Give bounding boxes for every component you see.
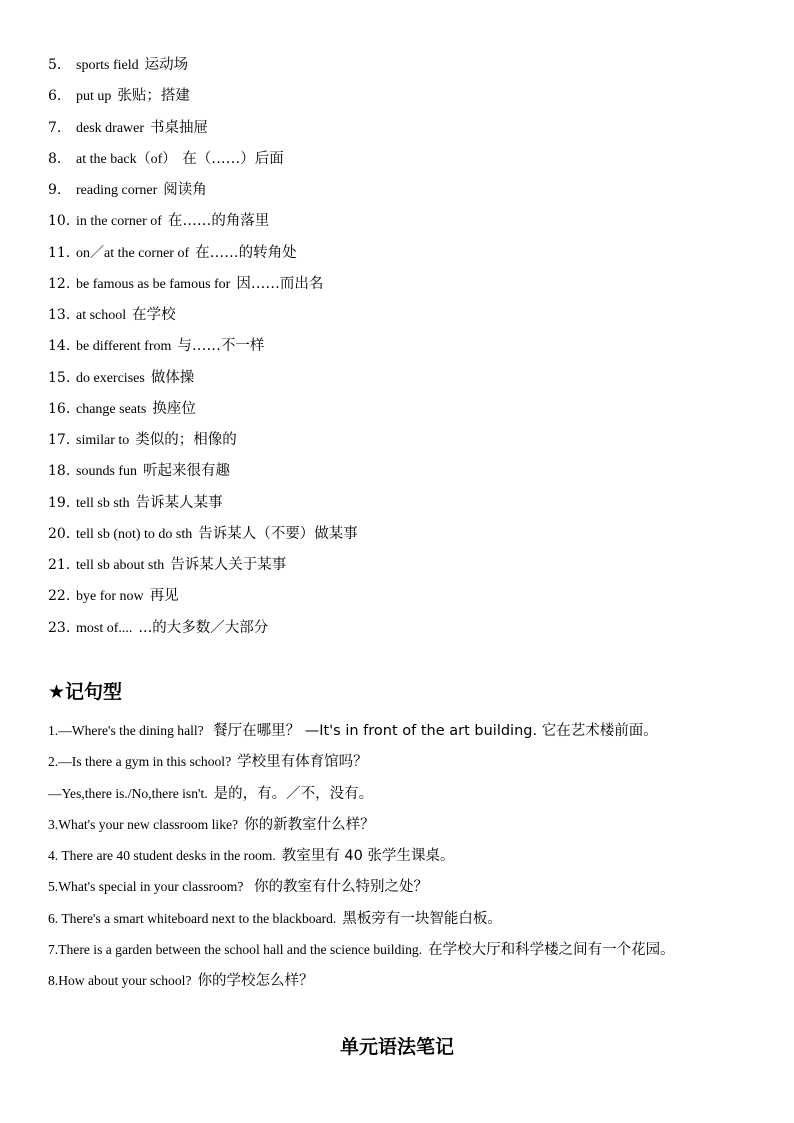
- phrase-chinese: 再见: [149, 588, 179, 605]
- item-number: 9.: [48, 182, 62, 198]
- sentence-english: 7.There is a garden between the school hall and the science building.: [48, 941, 423, 957]
- list-item: [48, 175, 748, 206]
- list-item: [48, 902, 778, 933]
- sentence-chinese: 你的新教室什么样？: [244, 816, 375, 833]
- list-item: [48, 550, 748, 581]
- item-number: 5.: [48, 57, 62, 73]
- list-item: [48, 269, 748, 300]
- list-item: [48, 839, 778, 870]
- phrase-english: do exercises: [76, 370, 145, 386]
- item-number: 15.: [48, 369, 71, 386]
- phrase-chinese: ...的大多数／大部分: [138, 619, 269, 636]
- phrase-english: tell sb sth: [76, 495, 130, 511]
- phrase-chinese: 在（……）后面: [182, 150, 284, 167]
- sentence-chinese: 黑板旁有一块智能白板。: [342, 910, 502, 927]
- sentence-chinese: 在学校大厅和科学楼之间有一个花园。: [428, 941, 675, 958]
- list-item: [48, 933, 778, 964]
- phrase-english: at school: [76, 308, 127, 323]
- phrase-english: change seats: [76, 401, 147, 417]
- sentence-chinese: 是的，有。／不，没有。: [213, 785, 374, 802]
- item-number: 8.: [48, 150, 62, 167]
- list-item: [48, 300, 748, 331]
- sentence-chinese: 学校里有体育馆吗？: [237, 754, 368, 771]
- list-item: [48, 519, 748, 550]
- phrase-english: bye for now: [76, 589, 144, 605]
- sentence-english: 2.—Is there a gym in this school?: [48, 754, 232, 770]
- phrase-chinese: 在……的角落里: [167, 213, 270, 230]
- item-number: 19.: [48, 494, 71, 511]
- list-item: [48, 50, 748, 81]
- phrase-chinese: 类似的；相像的: [135, 432, 237, 448]
- list-item: [48, 808, 778, 839]
- phrase-english: sounds fun: [76, 464, 138, 480]
- phrase-english: sports field: [76, 58, 139, 73]
- phrase-chinese: 在……的转角处: [195, 244, 297, 261]
- item-number: 13.: [48, 307, 71, 323]
- phrase-chinese: 做体操: [150, 369, 195, 386]
- phrase-chinese: 阅读角: [163, 182, 207, 198]
- list-item: [48, 613, 748, 644]
- phrase-chinese: 听起来很有趣: [143, 463, 231, 480]
- sentence-english: 6. There's a smart whiteboard next to the blackboard.: [48, 910, 337, 926]
- list-item: [48, 144, 748, 175]
- list-item: [48, 394, 748, 425]
- phrase-english: tell sb about sth: [76, 558, 165, 573]
- item-number: 17.: [48, 432, 71, 448]
- list-item: [48, 745, 778, 776]
- sentence-english: 5.What's special in your classroom?: [48, 879, 244, 895]
- sentence-english: —Yes,there is./No,there isn't.: [48, 785, 208, 801]
- phrase-english: most of....: [76, 620, 133, 636]
- item-number: 10.: [48, 213, 71, 230]
- sentence-list: [48, 714, 778, 995]
- item-number: 20.: [48, 525, 71, 542]
- phrase-list: [48, 50, 748, 644]
- sentence-chinese: 你的学校怎么样？: [197, 973, 314, 989]
- phrase-english: be different from: [76, 339, 172, 355]
- phrase-chinese: 告诉某人（不要）做某事: [198, 525, 358, 542]
- phrase-english: reading corner: [76, 183, 158, 198]
- item-number: 12.: [48, 275, 71, 292]
- phrase-chinese: 告诉某人某事: [135, 494, 223, 511]
- phrase-chinese: 书桌抽屉: [150, 119, 209, 136]
- phrase-chinese: 因……而出名: [236, 275, 324, 292]
- list-item: [48, 581, 748, 612]
- grammar-notes-title: 单元语法笔记: [339, 1036, 454, 1058]
- list-item: [48, 777, 778, 808]
- phrase-english: tell sb (not) to do sth: [76, 526, 193, 542]
- list-item: [48, 425, 748, 456]
- sentence-english: 3.What's your new classroom like?: [48, 816, 239, 832]
- list-item: [48, 714, 778, 745]
- phrase-chinese: 在学校: [132, 307, 176, 323]
- list-item: [48, 331, 748, 362]
- item-number: 22.: [48, 588, 71, 605]
- sentence-english: 1.—Where's the dining hall?: [48, 723, 208, 738]
- list-item: [48, 964, 778, 995]
- phrase-english: at the back（of）: [76, 151, 177, 167]
- phrase-english: desk drawer: [76, 120, 145, 136]
- sentence-chinese: 教室里有 40 张学生课桌。: [281, 848, 455, 864]
- list-item: [48, 456, 748, 487]
- phrase-english: on／at the corner of: [76, 245, 190, 261]
- sentence-english: 8.How about your school?: [48, 973, 192, 988]
- item-number: 7.: [48, 119, 62, 136]
- list-item: [48, 238, 748, 269]
- item-number: 14.: [48, 338, 71, 355]
- list-item: [48, 81, 748, 112]
- sentence-english: 4. There are 40 student desks in the room.: [48, 848, 276, 863]
- list-item: [48, 488, 748, 519]
- phrase-chinese: 告诉某人关于某事: [170, 557, 287, 573]
- phrase-chinese: 运动场: [144, 57, 189, 73]
- item-number: 16.: [48, 400, 71, 417]
- list-item: [48, 206, 748, 237]
- phrase-chinese: 换座位: [152, 400, 196, 417]
- item-number: 18.: [48, 463, 71, 480]
- item-number: 11.: [48, 244, 71, 261]
- phrase-english: be famous as be famous for: [76, 276, 231, 292]
- sentence-chinese: 你的教室有什么特别之处？: [249, 879, 428, 896]
- phrase-english: in the corner of: [76, 214, 162, 230]
- list-item: [48, 870, 778, 901]
- item-number: 21.: [48, 557, 71, 573]
- section-heading: ★记句型: [48, 681, 123, 703]
- sentence-chinese: 餐厅在哪里？ —It's in front of the art building. 它在艺术楼前面。: [213, 723, 658, 739]
- list-item: [48, 113, 748, 144]
- list-item: [48, 363, 748, 394]
- phrase-english: put up: [76, 89, 112, 105]
- item-number: 23.: [48, 619, 71, 636]
- phrase-english: similar to: [76, 433, 130, 448]
- phrase-chinese: 张贴；搭建: [117, 88, 190, 105]
- phrase-chinese: 与……不一样: [177, 338, 265, 355]
- item-number: 6.: [48, 88, 62, 105]
